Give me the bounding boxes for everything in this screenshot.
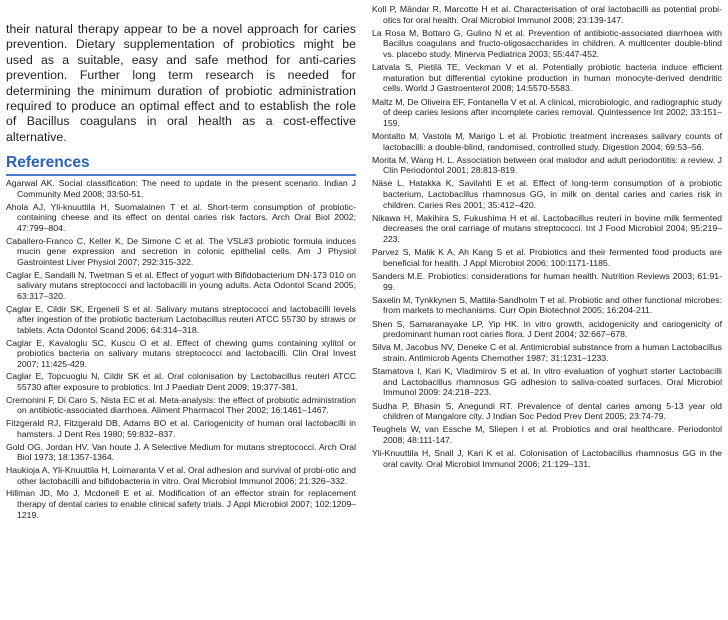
reference-item: Nikawa H, Makihira S, Fukushima H et al. Lactobacillus reuteri in bovine milk fermented decreases the oral carriage of mutans streptococci. Int J Food Microbiol 2004; 95:219–223. xyxy=(372,212,722,245)
reference-item: Sudha P, Bhasin S, Anegundi RT. Prevalence of dental caries among 5-13 year old children of Mangalore city. J Indian Soc Pedod Prev Dent 2005; 23:74-79. xyxy=(372,400,722,422)
reference-item: Montalto M, Vastola M, Marigo L et al. Probiotic treatment increases salivary counts of lactobacilli: a double-blind, randomised, controlled study. Digestion 2004; 69:53–56. xyxy=(372,130,722,152)
reference-item: Silva M, Jacobus NV, Deneke C et al. Antimicrobial substance from a human Lactobacillus strain. Antimicrob Agents Chemother 1987; 31:1231–1233. xyxy=(372,342,722,363)
reference-item: Sanders M.E. Probiotics: considerations for human health. Nutrition Reviews 2003; 61:91-99. xyxy=(372,271,722,292)
references-divider xyxy=(6,174,356,176)
left-reference-list xyxy=(6,178,356,520)
reference-item: Ahola AJ, Yli-knuuttila H, Suomalainen T et al. Short-term consumption of probiotic-containing cheese and its effect on dental caries risk factors. Arch Oral Biol 2002; 47:799–804. xyxy=(6,201,356,233)
reference-item: Agarwal AK. Social classification: The need to update in the present scenario. Indian J Community Med 2008; 33:50-51. xyxy=(6,178,356,199)
reference-item: Hillman JD, Mo J, Mcdonell E et al. Modification of an effector strain for replacement therapy of dental caries to enable clinical safety trials. J Appl Microbiol 2007; 102:1209–1219. xyxy=(6,488,356,520)
right-reference-list xyxy=(372,4,722,469)
reference-item: Maltz M, De Oliveira EF, Fontanella V et al. A clinical, microbiologic, and radiographic study of deep caries lesions after incomplete caries removal. Quintessence Int 2002; 33:151–159. xyxy=(372,96,722,128)
reference-item: Gold OG, Jordan HV, Van houte J. A Selective Medium for mutans streptococci. Arch Oral Biol 1973; 18:1357-1364. xyxy=(6,441,356,463)
reference-item: Latvala S, Pietilä TE, Veckman V et al. Potentially probiotic bacteria induce efficient maturation but differential cytokine production in human monocyte-derived dendritic cells. World J Gastroenterol 2008; 14:5570-5583. xyxy=(372,62,722,94)
reference-item: Caglar E, Sandalli N, Twetman S et al. Effect of yogurt with Bifidobacterium DN-173 010 on salivary mutans streptococci and lactobacilli in young adults. Acta Odontol Scand 2005; 63:317–320. xyxy=(6,269,356,301)
reference-item: Caballero-Franco C, Keller K, De Simone C et al. The VSL#3 probiotic formula induces mucin gene expression and secretion in colonic epithelial cells. Am J Physiol Gastrointest Liver Physiol 2007; 292:315-322. xyxy=(6,235,356,267)
reference-item: Parvez S, Malik K A, Ah Kang S et al. Probiotics and their fermented food products are beneficial for health. J Appl Microbiol 2006; 100:1171-1185. xyxy=(372,247,722,268)
reference-item: Shen S, Samaranayake LP, Yip HK. In vitro growth, acidogenicity and cariogenicity of predominant human root caries flora. J Dent 2004; 32:667–678. xyxy=(372,318,722,340)
reference-item: Çaglar E, Cildir SK, Ergeneli S et al. Salivary mutans streptococci and lactobacilli levels after ingestion of the probiotic bacterium Lactobacillus reuteri ATCC 55730 by straws or tablets. Acta Odontol Scand 2006; 64:314–318. xyxy=(6,303,356,335)
reference-item: Teughels W, van Essche M, Sliepen I et al. Probiotics and oral healthcare. Periodontol 2008; 48:111-147. xyxy=(372,424,722,445)
conclusion-paragraph: their natural therapy appear to be a novel approach for caries prevention. Dietary supplementation of probiotics might be used as a suitable, easy and safe method for anti-caries prevention. Further long term research is needed for determining the minimum duration of probiotic administration required to produce an optimal effect and to establish the role of Bacillus coagulans in oral health as a cost-effective alternative. xyxy=(6,22,356,144)
reference-item: La Rosa M, Bottaro G, Gulino N et al. Prevention of antibiotic-associated diarrhoea with Bacillus coagulans and fructo-oligosaccharides in children. A multicenter double-blind vs. placebo study. Minerva Pediatrica 2003; 55:447-452. xyxy=(372,27,722,59)
reference-item: Caglar E, Kavaloglu SC, Kuscu O et al. Effect of chewing gums containing xylitol or probiotics bacteria on salivary mutans streptococci and lactobacilli. Clin Oral Invest 2007; 11:425-429. xyxy=(6,337,356,369)
references-heading: References xyxy=(6,154,90,172)
right-column xyxy=(372,4,722,472)
reference-item: Fitzgerald RJ, Fitzgerald DB, Adams BO et al. Cariogenicity of human oral lactobacilli in hamsters. J Dent Res 1980; 59:832–837. xyxy=(6,418,356,439)
reference-item: Näse L, Hatakka K, Savilahti E et al. Effect of long-term consumption of a probiotic bacterium, Lactobacillus rhamnosus GG, in milk on dental caries and caries risk in children. Caries Res 2001; 35:412–420. xyxy=(372,178,722,210)
reference-item: Koll P, Mändar R, Marcotte H et al. Characterisation of oral lactobacilli as potential probi-otics for oral health. Oral Microbiol Immunol 2008; 23:139-147. xyxy=(372,4,722,25)
reference-item: Caglar E, Topcuoglu N, Cildir SK et al. Oral colonisation by Lactobacillus reuteri ATCC 55730 after exposure to probiotics. Int J Paediatr Dent 2009; 19:377-381. xyxy=(6,371,356,393)
reference-item: Haukioja A, Yli-Knuuttila H, Loimaranta V et al. Oral adhesion and survival of probi-otic and other lactobacilli and bifidobacteria in vitro. Oral Microbiol Immunol 2006; 21:326–332. xyxy=(6,464,356,486)
reference-item: Yli-Knuuttila H, Snall J, Kari K et al. Colonisation of Lactobacillus rhamnosus GG in the oral cavity. Oral Microbiol Immunol 2006; 21:129–131. xyxy=(372,448,722,469)
reference-item: Cremonini F, Di Caro S, Nista EC et al. Meta-analysis: the effect of probiotic administration on antibiotic-associated diarrhoea. Aliment Pharmacol Ther 2002; 16:1461–1467. xyxy=(6,394,356,416)
reference-item: Morita M, Wang H. L. Association between oral malodor and adult periodontitis: a review. J Clin Periodontol 2001; 28:813-819. xyxy=(372,154,722,176)
reference-item: Stamatova I, Kari K, Vladimirov S et al. In vitro evaluation of yoghurt starter Lactobacilli and Lactobacillus rhamnosus GG adhesion to saliva-coated surfaces. Oral Microbiol Immunol 2009: 24:218–223. xyxy=(372,366,722,398)
left-column xyxy=(6,0,356,522)
reference-item: Saxelin M, Tynkkynen S, Mattila-Sandholm T et al. Probiotic and other functional microbes: from markets to mechanisms. Curr Opin Biotechnol 2005; 16:204-211. xyxy=(372,294,722,316)
